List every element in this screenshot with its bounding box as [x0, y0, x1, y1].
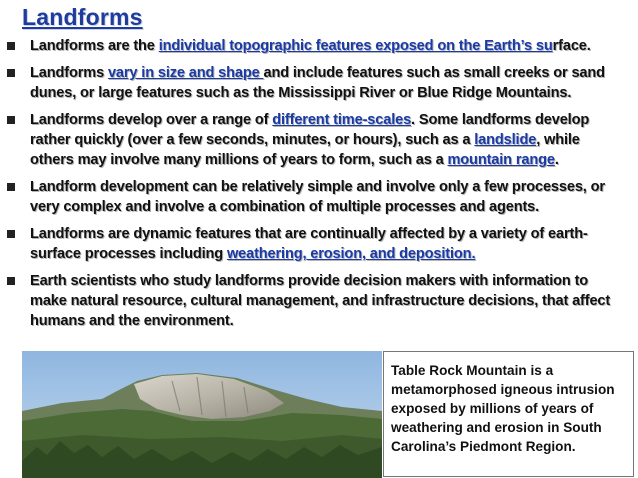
square-bullet-icon	[7, 183, 15, 191]
bullet-link[interactable]: individual topographic features exposed on the Earth’s su	[158, 38, 553, 54]
bullet-item	[0, 224, 638, 264]
bullet-text: rface.	[552, 38, 591, 54]
bullet-item	[0, 110, 638, 170]
bullet-text: , while others may involve many millions of years to form, such as a	[30, 132, 580, 168]
bullet-text: and include features such as small creeks or sand dunes, or large features such as the Mississippi River or Blue Ridge Mountains.	[30, 65, 605, 101]
bullet-link[interactable]: weathering, erosion, and deposition.	[226, 246, 476, 262]
bullet-text: Landforms	[30, 65, 108, 81]
bullet-list	[0, 36, 638, 338]
photo-caption: Table Rock Mountain is a metamorphosed igneous intrusion exposed by millions of years of weathering and erosion in South Carolina’s Piedmont Region.	[383, 351, 634, 477]
table-rock-mountain-photo	[22, 351, 382, 478]
square-bullet-icon	[7, 230, 15, 238]
square-bullet-icon	[7, 42, 15, 50]
bullet-text: . Some landforms develop rather quickly (over a few seconds, minutes, or hours), such as a	[30, 112, 590, 148]
bullet-text: Earth scientists who study landforms provide decision makers with information to make natural resource, cultural management, and infrastructure decisions, that affect humans and the environment.	[30, 273, 611, 329]
bullet-item	[0, 63, 638, 103]
square-bullet-icon	[7, 277, 15, 285]
bullet-link[interactable]: different time-scales	[272, 112, 412, 128]
bullet-link[interactable]: landslide	[474, 132, 537, 148]
bullet-item	[0, 177, 638, 217]
bullet-item	[0, 271, 638, 331]
bullet-item	[0, 36, 638, 56]
bullet-text: Landforms are dynamic features that are continually affected by a variety of earth-surface processes including	[30, 226, 588, 262]
bullet-link[interactable]: mountain range	[447, 152, 555, 168]
square-bullet-icon	[7, 69, 15, 77]
bullet-text: Landforms are the	[30, 38, 159, 54]
square-bullet-icon	[7, 116, 15, 124]
bullet-link[interactable]: vary in size and shape	[107, 65, 264, 81]
page-title: Landforms	[22, 4, 143, 30]
bullet-text: Landforms develop over a range of	[30, 112, 273, 128]
bullet-text: Landform development can be relatively simple and involve only a few processes, or very complex and involve a combination of multiple processes and agents.	[30, 179, 605, 215]
bullet-text: .	[554, 152, 559, 168]
